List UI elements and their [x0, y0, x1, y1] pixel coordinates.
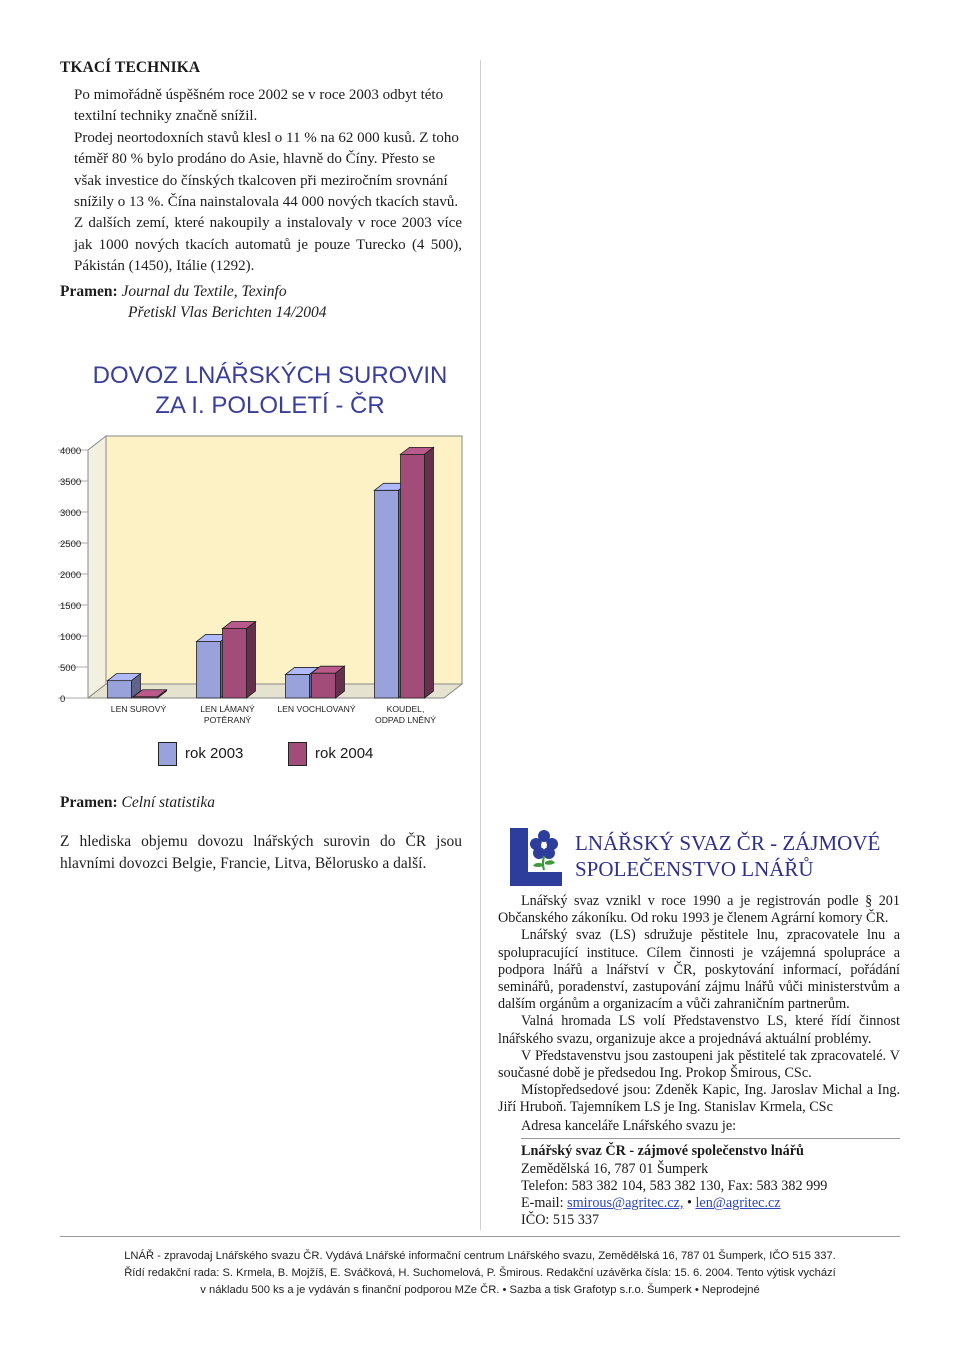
y-tick-label: 2000 — [60, 570, 82, 581]
chart-source — [60, 792, 215, 813]
address-street: Zemědělská 16, 787 01 Šumperk — [521, 1160, 709, 1177]
address-intro: Adresa kanceláře Lnářského svazu je: — [521, 1118, 737, 1134]
address-email — [498, 1195, 900, 1212]
y-tick-label: 3500 — [60, 477, 82, 488]
source-label: Pramen: — [60, 283, 118, 300]
chart-title-line-1: DOVOZ LNÁŘSKÝCH SUROVIN — [92, 362, 448, 389]
bar-rok-2003-2 — [286, 674, 310, 698]
office-address — [498, 1118, 900, 1230]
chart-side-wall — [88, 436, 106, 698]
y-tick-label: 1500 — [60, 601, 82, 612]
y-tick-label: 500 — [60, 663, 76, 674]
conclusion-text: Z hlediska objemu dovozu lnářských surovin do ČR jsou hlavními dovozci Belgie, Francie, Litva, Bělorusko a další. — [60, 833, 462, 872]
footer — [60, 1248, 900, 1298]
bar-rok-2004-2 — [312, 673, 336, 698]
org-paragraph-1: Lnářský svaz vznikl v roce 1990 a je registrován podle § 201 Občanského zákoníku. Od roku 1993 je členem Agrární komory ČR. — [498, 893, 900, 927]
email-label: E-mail: — [521, 1195, 564, 1212]
footer-line-3: v nákladu 500 ks a je vydáván s finanční podporou MZe ČR. • Sazba a tisk Grafotyp s.r.o. Šumperk • Neprodejné — [200, 1283, 760, 1296]
category-label: POTĚRANÝ — [203, 715, 252, 725]
email-link-len[interactable]: len@agritec.cz — [695, 1195, 781, 1212]
footer-line-1: LNÁŘ - zpravodaj Lnářského svazu ČR. Vydává Lnářské informační centrum Lnářského svazu, Zemědělská 16, 787 01 Šumperk, IČO 515 337. — [124, 1250, 836, 1262]
org-title-line-2: SPOLEČENSTVO LNÁŘŮ — [575, 857, 814, 881]
address-divider — [521, 1138, 900, 1139]
address-phone: Telefon: 583 382 104, 583 382 130, Fax: 583 382 999 — [521, 1177, 828, 1194]
y-tick-label: 1000 — [60, 632, 82, 643]
footer-divider — [60, 1236, 900, 1237]
bar-rok-2003-3 — [375, 490, 399, 698]
bar-rok-2004-1 — [223, 629, 247, 698]
source-reprint-text: Přetiskl Vlas Berichten 14/2004 — [128, 304, 327, 321]
category-label: ODPAD LNĚNÝ — [375, 715, 436, 725]
y-tick-label: 4000 — [60, 446, 82, 457]
bar-rok-2003-0 — [108, 681, 132, 698]
address-org-name: Lnářský svaz ČR - zájmové společenstvo lnářů — [521, 1143, 804, 1160]
org-title-line-1: LNÁŘSKÝ SVAZ ČR - ZÁJMOVÉ — [575, 831, 881, 855]
chart-title-line-2: ZA I. POLOLETÍ - ČR — [155, 392, 385, 419]
article-paragraph-1: Po mimořádně úspěšném roce 2002 se v roce 2003 odbyt této textilní techniky značně snížil. — [74, 87, 444, 125]
email-separator: • — [686, 1195, 692, 1212]
org-paragraph-2: Lnářský svaz (LS) sdružuje pěstitele lnu, zpracovatele lnu a spolupracující instituce. Cílem činnosti je vzájemná spolupráce a podpora lnářů a lnářství v ČR, poskytování informací, pořádání seminářů, poradenství, zastupování zájmu lnářů vůči ministerstvům a dalším orgánům a organizacím a vůči zahraničním partnerům. — [498, 927, 900, 1013]
chart-source-text: Celní statistika — [121, 794, 215, 811]
bar-rok-2003-1 — [197, 642, 221, 698]
bar-side-1-1 — [247, 622, 256, 698]
address-ico: IČO: 515 337 — [521, 1212, 600, 1229]
org-paragraph-4: V Představenstvu jsou zastoupeni jak pěstitelé tak zpracovatelé. V současné době je předsedou Ing. Prokop Šmirous, CSc. — [498, 1047, 900, 1082]
article-body — [60, 85, 462, 278]
chart-source-label: Pramen: — [60, 794, 118, 811]
column-divider — [480, 60, 481, 1230]
article-paragraph-2: Prodej neortodoxních stavů klesl o 11 % na 62 000 kusů. Z toho téměř 80 % bylo prodáno do Asie, hlavně do Číny. Přesto se však investice do čínských tkalcoven při meziročním srovnání snížily o 13 %. Čína nainstalovala 44 000 nových tkacích stavů. — [74, 129, 459, 211]
flax-union-logo — [508, 826, 564, 888]
legend-label-2003: rok 2003 — [185, 745, 244, 762]
legend-swatch-2004 — [288, 742, 307, 766]
footer-line-2: Řídí redakční rada: S. Krmela, B. Mojžíš, E. Sváčková, H. Suchomelová, P. Šmirous. Redakční uzávěrka čísla: 15. 6. 2004. Tento výtisk vychází — [124, 1266, 836, 1279]
source-text: Journal du Textile, Texinfo — [121, 283, 287, 300]
article-heading: TKACÍ TECHNIKA — [60, 59, 201, 76]
legend-swatch-2003 — [158, 742, 177, 766]
y-tick-label: 2500 — [60, 539, 82, 550]
org-title — [575, 830, 880, 882]
chart-title — [60, 361, 480, 421]
email-link-smirous[interactable]: smirous@agritec.cz, — [567, 1195, 684, 1212]
y-tick-label: 0 — [60, 694, 66, 705]
bar-rok-2004-3 — [401, 454, 425, 698]
article-paragraph-3: Z dalších zemí, které nakoupily a instalovaly v roce 2003 více jak 1000 nových tkacích automatů je pouze Turecko (4 500), Pákistán (1450), Itálie (1292). — [74, 215, 462, 275]
article-source-reprint — [128, 302, 326, 323]
org-paragraph-5: Místopředsedové jsou: Zdeněk Kapic, Ing. Jaroslav Michal a Ing. Jiří Hruboň. Tajemníkem LS je Ing. Stanislav Krmela, CSc — [498, 1082, 900, 1116]
org-description — [498, 893, 900, 1117]
category-label: LEN SUROVÝ — [110, 704, 167, 714]
category-label: KOUDEL, — [386, 704, 425, 714]
org-paragraph-3: Valná hromada LS volí Představenstvo LS, které řídí činnost lnářského svazu, organizuje akce a projednává aktuální problémy. — [498, 1013, 900, 1047]
import-bar-chart — [0, 420, 480, 735]
legend-label-2004: rok 2004 — [315, 745, 374, 762]
article-source — [60, 281, 287, 302]
category-label: LEN LÁMANÝ — [200, 704, 255, 714]
bar-side-3-1 — [425, 447, 434, 698]
category-label: LEN VOCHLOVANÝ — [277, 704, 356, 714]
y-tick-label: 3000 — [60, 508, 82, 519]
